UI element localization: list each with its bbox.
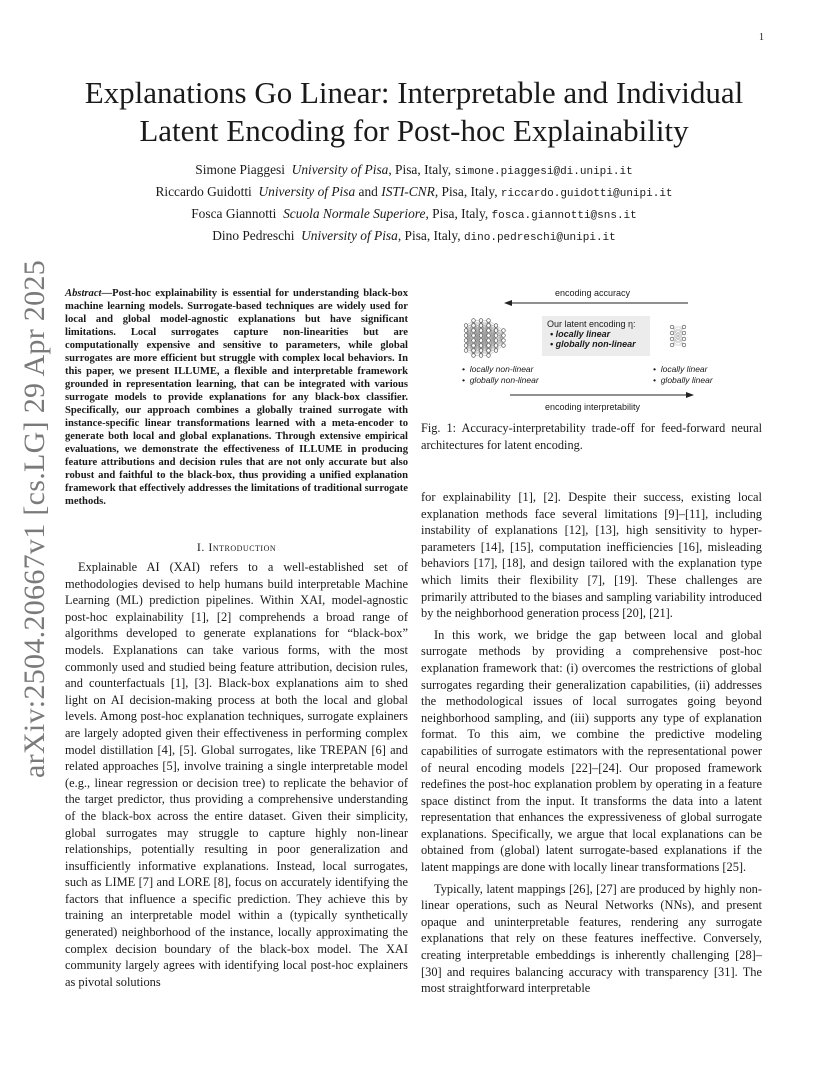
figure-top-label: encoding accuracy bbox=[555, 288, 631, 298]
left-property-item: • globally non-linear bbox=[462, 375, 539, 385]
left-properties bbox=[462, 364, 539, 386]
figure-caption: Fig. 1: Accuracy-interpretability trade-off for feed-forward neural architectures for latent encoding. bbox=[421, 421, 762, 452]
author-line bbox=[60, 226, 768, 248]
left-property-item: • locally non-linear bbox=[462, 364, 534, 374]
body-paragraph: In this work, we bridge the gap between local and global surrogate methods by providing a comprehensive post-hoc explanation framework that: (i) overcomes the restrictions of global surrogates regarding their generalization capabilities, (ii) addresses the methodological issues of local surrogates going beyond neighborhood sampling, and (iii) supports any type of explanation format. To this aim, we combine the predictive modeling capabilities of surrogate estimators with the representational power of neural encoding models [22]–[24]. Our proposed framework redefines the post-hoc explanation problem by operating in a feature space distinct from the input. It transforms the data into a latent representation that enhances the expressiveness of global surrogate explanations. Specifically, we argue that local explanations can be obtained from (global) latent surrogate-based explanations if the latent mappings are done with locally linear transformations [25]. bbox=[421, 627, 762, 875]
author-location: , Pisa, Italy, bbox=[434, 184, 498, 199]
abstract bbox=[65, 287, 408, 508]
abstract-text: Post-hoc explainability is essential for understanding black-box machine learning models. Surrogate-based techniques are widely used for local and global model-agnostic explanations but have significant limitations. Local surrogates capture non-linearities but are computationally expensive and sensitive to parameters, while global surrogates are more efficient but struggle with complex local behaviors. In this paper, we present ILLUME, a flexible and interpretable framework grounded in representation learning, that can be integrated with various surrogate models to provide explanations for any black-box classifier. Specifically, our approach combines a globally trained surrogate with instance-specific linear transformations learned with a meta-encoder to generate both local and global explanations. Through extensive empirical evaluations, we demonstrate the effectiveness of ILLUME in producing feature attributions and decision rules that are not only accurate but also robust and faithful to the black-box, thus providing a unified explanation framework that effectively addresses the limitations of traditional surrogate methods. bbox=[65, 288, 408, 507]
section-title: Introduction bbox=[208, 540, 277, 554]
author-email[interactable]: dino.pedreschi@unipi.it bbox=[463, 232, 616, 244]
arxiv-stamp-text: arXiv:2504.20667v1 [cs.LG] 29 Apr 2025 bbox=[18, 259, 51, 779]
author-location: , Pisa, Italy, bbox=[397, 228, 461, 243]
figure-1 bbox=[440, 282, 758, 414]
author-email[interactable]: fosca.giannotti@sns.it bbox=[491, 210, 637, 222]
body-paragraph: for explainability [1], [2]. Despite their success, existing local explanation methods face several limitations [9]–[11], including instability of explanations [12], [13], high sensitivity to hyper-parameters [14], [15], computation inefficiencies [16], misleading behaviors [17], [18], and design tailored with the explanation type which limits their flexibility [7], [19]. These challenges are primarily attributed to the biases and sampling variability introduced by the neighborhood generation process [20], [21]. bbox=[421, 490, 762, 621]
author-name: Dino Pedreschi bbox=[212, 228, 295, 243]
left-column bbox=[65, 287, 408, 990]
author-name: Simone Piaggesi bbox=[195, 162, 285, 177]
right-property-item: • locally linear bbox=[653, 364, 708, 374]
section-heading bbox=[65, 540, 408, 555]
author-location: , Pisa, Italy, bbox=[388, 162, 452, 177]
abstract-dash: — bbox=[101, 288, 113, 299]
body-paragraph: Explainable AI (XAI) refers to a well-established set of methodologies devised to help humans build interpretable Machine Learning (ML) prediction pipelines. Within XAI, model-agnostic post-hoc explainability [1], [2] comprehends a broad range of algorithms developed to generate explanations for “black-box” models. Explanations can take various forms, with the most commonly used and studied being feature attribution, decision rules, and counterfactuals [1], [3]. Black-box explanations aim to shed light on AI decision-making process at both the local and global levels. Among post-hoc explanation techniques, surrogate explainers are largely adopted given their effectiveness in performing complex model distillation [4], [5]. Global surrogates, like TREPAN [6] and related approaches [5], involve training a single interpretable model (e.g., linear regression or decision tree) to replicate the behavior of the target predictor, thus providing a comprehensive understanding of the black-box across the entire dataset. Given their simplicity, global surrogates may struggle to capture highly non-linear relationships, potentially resulting in poor generalization and insufficiently informative explanations. Instead, local surrogates, such as LIME [7] and LORE [8], focus on accurately identifying the factors that influence a specific prediction. They achieve this by training an interpretable model within a (typically synthetically generated) neighborhood of the instance, locally approximating the complex decision boundary of the black-box model. The XAI community largely agrees with identifying local post-hoc explainers as pivotal solutions bbox=[65, 560, 408, 989]
body-paragraph: Typically, latent mappings [26], [27] are produced by highly non-linear operations, such as Neural Networks (NNs), and present opaque and uninterpretable features, rendering any surrogate explanations that rely on these features ineffective. Conversely, creating interpretable embeddings is inherently challenging [28]–[30] and requires balancing accuracy with transparency [31]. The most straightforward interpretable bbox=[421, 881, 762, 996]
author-line bbox=[60, 182, 768, 204]
author-affiliation: University of Pisa bbox=[301, 228, 398, 243]
section-number: I. bbox=[196, 540, 205, 554]
author-name: Fosca Giannotti bbox=[191, 206, 277, 221]
page-number: 1 bbox=[759, 32, 764, 43]
author-location: , Pisa, Italy, bbox=[425, 206, 489, 221]
latent-encoding-heading: Our latent encoding η: bbox=[547, 319, 636, 329]
abstract-heading: Abstract bbox=[65, 288, 102, 299]
latent-encoding-item: • globally non-linear bbox=[550, 339, 636, 349]
paper-title: Explanations Go Linear: Interpretable and Individual Latent Encoding for Post-hoc Explainability bbox=[84, 75, 744, 148]
author-name: Riccardo Guidotti bbox=[155, 184, 252, 199]
author-affiliation-secondary: ISTI-CNR bbox=[381, 184, 435, 199]
latent-encoding-box bbox=[542, 316, 650, 356]
author-affiliation: University of Pisa bbox=[291, 162, 389, 177]
author-and: and bbox=[358, 184, 378, 199]
right-properties bbox=[653, 364, 713, 386]
latent-encoding-item: • locally linear bbox=[550, 329, 611, 339]
author-email[interactable]: simone.piaggesi@di.unipi.it bbox=[454, 166, 633, 178]
right-column bbox=[421, 489, 762, 997]
right-property-item: • globally linear bbox=[653, 375, 713, 385]
author-affiliation: Scuola Normale Superiore bbox=[283, 206, 426, 221]
author-line bbox=[60, 160, 768, 182]
author-email[interactable]: riccardo.guidotti@unipi.it bbox=[500, 188, 673, 200]
author-block bbox=[60, 160, 768, 248]
author-line bbox=[60, 204, 768, 226]
figure-bottom-label: encoding interpretability bbox=[545, 402, 641, 412]
author-affiliation: University of Pisa bbox=[258, 184, 356, 199]
arxiv-stamp bbox=[14, 259, 56, 779]
